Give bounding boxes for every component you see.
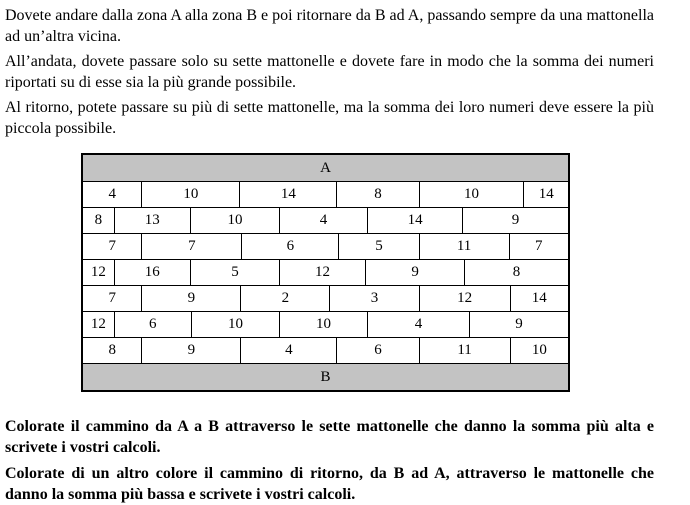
tile: 11 xyxy=(419,234,509,259)
tile-row-5 xyxy=(83,285,568,311)
tile: 14 xyxy=(239,182,336,207)
tile: 7 xyxy=(141,234,241,259)
tile: 12 xyxy=(419,286,510,311)
tile: 3 xyxy=(329,286,418,311)
tile: 12 xyxy=(279,260,365,285)
tile: 8 xyxy=(464,260,568,285)
tile-row-6 xyxy=(83,311,568,337)
tile: 10 xyxy=(279,312,367,337)
tile: 5 xyxy=(338,234,418,259)
tile-row-7 xyxy=(83,337,568,363)
tile: 8 xyxy=(336,182,418,207)
tile: 12 xyxy=(90,264,106,280)
zone-b-band xyxy=(83,363,568,390)
tile-row-3 xyxy=(83,233,568,259)
tile-row-2 xyxy=(83,207,568,233)
task-paragraph-1: Colorate il cammino da A a B attraverso le sette mattonelle che danno la somma più alta e scrivete i vostri calcoli. xyxy=(5,418,654,456)
tile-row-4 xyxy=(83,259,568,285)
tile: 14 xyxy=(510,286,568,311)
tile: 12 xyxy=(90,316,106,332)
tile: 6 xyxy=(336,338,418,363)
tile: 9 xyxy=(141,338,240,363)
zone-b-label: B xyxy=(320,368,331,385)
tile: 9 xyxy=(141,286,240,311)
instruction-paragraph-3: Al ritorno, potete passare su più di sette mattonelle, ma la somma dei loro numeri deve essere la più piccola possibile. xyxy=(5,99,654,137)
tile: 14 xyxy=(367,208,462,233)
tile: 13 xyxy=(114,208,190,233)
tile: 7 xyxy=(108,290,116,306)
tile: 16 xyxy=(114,260,190,285)
tile: 5 xyxy=(190,260,279,285)
tile: 10 xyxy=(191,312,279,337)
tile: 8 xyxy=(94,212,103,228)
tile: 6 xyxy=(241,234,338,259)
tile: 10 xyxy=(141,182,239,207)
tile: 10 xyxy=(510,338,568,363)
tile: 10 xyxy=(190,208,279,233)
task-paragraph-2: Colorate di un altro colore il cammino di ritorno, da B ad A, attraverso le mattonelle che danno la somma più bassa e scrivete i vostri calcoli. xyxy=(5,465,654,503)
zone-a-label: A xyxy=(320,159,331,176)
tile: 8 xyxy=(108,342,116,358)
tile: 4 xyxy=(367,312,469,337)
instruction-paragraph-2: All’andata, dovete passare solo su sette mattonelle e dovete fare in modo che la somma dei numeri riportati su di esse sia la più grande possibile. xyxy=(5,53,654,91)
tile-row-1 xyxy=(83,181,568,207)
tile: 4 xyxy=(108,186,116,202)
tile: 9 xyxy=(469,312,568,337)
zone-a-band xyxy=(83,155,568,181)
tile: 14 xyxy=(523,182,568,207)
tile: 6 xyxy=(114,312,191,337)
tile: 2 xyxy=(240,286,329,311)
tile: 7 xyxy=(108,238,116,254)
tile: 9 xyxy=(365,260,464,285)
tile-grid xyxy=(81,153,570,392)
tile: 10 xyxy=(419,182,524,207)
instruction-paragraph-1: Dovete andare dalla zona A alla zona B e poi ritornare da B ad A, passando sempre da una mattonella ad un’altra vicina. xyxy=(5,7,654,45)
tile: 4 xyxy=(240,338,336,363)
tile: 9 xyxy=(462,208,568,233)
tile: 11 xyxy=(419,338,510,363)
tile: 4 xyxy=(279,208,367,233)
tile: 7 xyxy=(509,234,568,259)
